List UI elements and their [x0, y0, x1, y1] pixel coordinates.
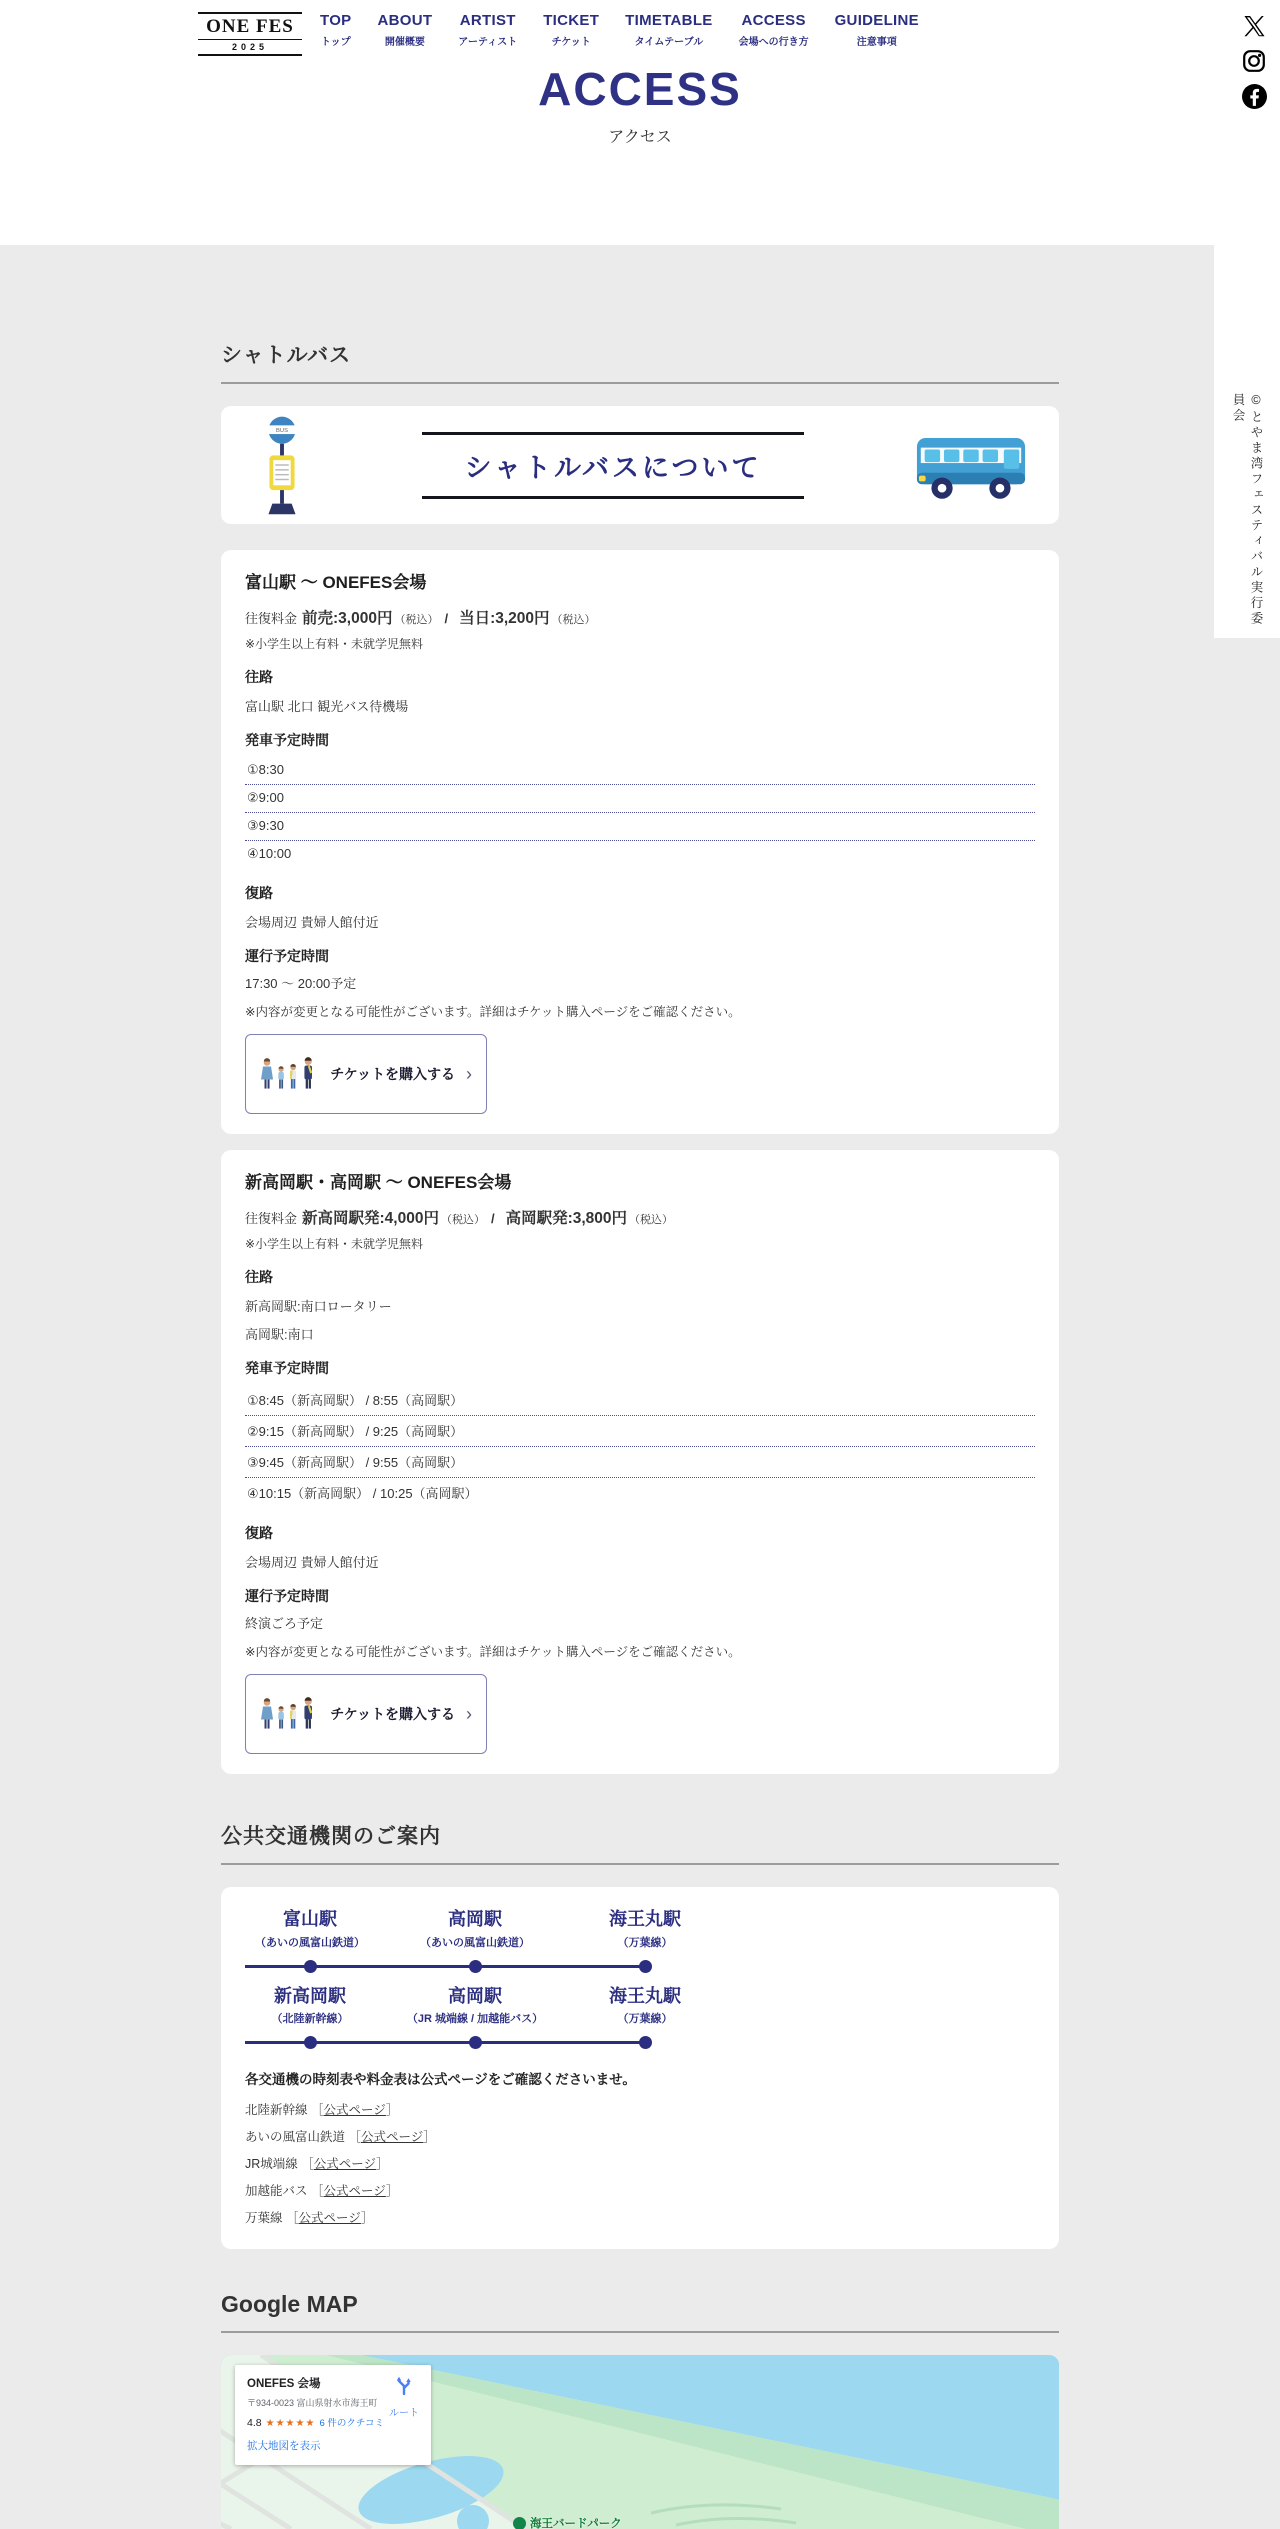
nav-label-en: GUIDELINE — [834, 12, 919, 29]
instagram-icon[interactable] — [1241, 48, 1267, 74]
map-section — [221, 2291, 1059, 2529]
nav-label-jp: アーティスト — [458, 37, 518, 48]
line-name: JR城端線 — [245, 2157, 298, 2172]
fare-tax: （税込） — [440, 1214, 485, 1226]
family-illustration — [260, 1045, 320, 1103]
bracket: ］ — [385, 2103, 399, 2118]
google-map[interactable] — [221, 2355, 1059, 2529]
nav-label-jp: タイムテーブル — [634, 37, 704, 48]
nav-item-ticket[interactable] — [543, 12, 599, 48]
departure-label: 発車予定時間 — [245, 732, 329, 748]
nav-label-en: ABOUT — [377, 12, 433, 29]
nav-label-jp: トップ — [320, 37, 351, 48]
station — [575, 1986, 715, 2027]
bracket: ［ — [286, 2211, 299, 2226]
shuttle-banner-title: シャトルバスについて — [422, 432, 803, 499]
line-name: あいの風富山鉄道 — [245, 2130, 346, 2145]
bracket: ］ — [423, 2130, 436, 2145]
top-bar — [198, 8, 919, 56]
outbound-label: 往路 — [245, 1269, 273, 1285]
bus-stop-illustration — [253, 414, 311, 516]
station-name: 海王丸駅 — [609, 1985, 681, 2006]
change-note: ※内容が変更となる可能性がございます。詳細はチケット購入ページをご確認ください。 — [245, 1005, 741, 1019]
transit-note: 各交通機の時刻表や料金表は公式ページをご確認くださいませ。 — [245, 2072, 636, 2088]
main-nav — [320, 12, 919, 48]
main-content — [221, 245, 1059, 2529]
station-name: 海王丸駅 — [609, 1909, 681, 1929]
time-row: ①8:45（新高岡駅） / 8:55（高岡駅） — [245, 1385, 1035, 1416]
line-name: 万葉線 — [245, 2211, 283, 2226]
page-subtitle: アクセス — [608, 129, 672, 146]
family-illustration — [260, 1685, 320, 1743]
schedule-value: 17:30 〜 20:00予定 — [245, 976, 357, 991]
station-line: （JR 城端線 / 加越能バス） — [406, 2013, 544, 2026]
departure-times — [245, 757, 1035, 868]
return-stop: 会場周辺 貴婦人館付近 — [245, 915, 379, 930]
shuttle-heading: シャトルバス — [221, 339, 1059, 384]
station — [245, 1909, 375, 1950]
shuttle-card-takaoka — [221, 1150, 1059, 1774]
map-info-card — [235, 2365, 431, 2465]
time-row: ①8:30 — [245, 757, 1035, 785]
outbound-stop: 新高岡駅:南口ロータリー — [245, 1299, 392, 1314]
directions-icon — [394, 2376, 414, 2396]
line-name: 北陸新幹線 — [245, 2103, 308, 2118]
age-note: ※小学生以上有料・未就学児無料 — [245, 637, 424, 651]
bracket: ［ — [311, 2184, 324, 2199]
nav-item-artist[interactable] — [458, 12, 517, 48]
station-line: （万葉線） — [617, 1936, 673, 1949]
time-row: ④10:00 — [247, 846, 292, 861]
map-place-address: 〒934-0023 富山県射水市海王町 — [247, 2398, 378, 2409]
station-dot — [469, 2036, 482, 2049]
side-strip — [1214, 245, 1280, 638]
station-dot — [304, 1960, 317, 1973]
svg-text:BUS: BUS — [276, 428, 288, 435]
star-icons: ★★★★★ — [265, 2418, 316, 2430]
nav-item-top[interactable] — [320, 12, 351, 48]
park-icon — [513, 2517, 526, 2529]
park-name: 海王バードパーク — [530, 2518, 622, 2529]
card-title: 富山駅 〜 ONEFES会場 — [245, 573, 427, 592]
chevron-right-icon: › — [466, 1703, 472, 1724]
bracket: ］ — [360, 2211, 374, 2226]
site-logo[interactable] — [198, 8, 302, 56]
map-reviews-link[interactable]: 6 件のクチコミ — [319, 2418, 384, 2430]
nav-label-jp: 会場への行き方 — [738, 37, 809, 48]
nav-item-access[interactable] — [739, 12, 809, 48]
bracket: ［ — [301, 2157, 314, 2172]
buy-ticket-button[interactable] — [245, 1034, 487, 1114]
official-page-link[interactable]: 公式ページ — [313, 2157, 377, 2172]
schedule-label: 運行予定時間 — [245, 1588, 329, 1604]
page-title: ACCESS — [538, 63, 742, 115]
return-label: 復路 — [245, 1525, 273, 1541]
transit-section — [221, 1820, 1059, 2249]
departure-label: 発車予定時間 — [245, 1360, 329, 1376]
bus-icon — [915, 428, 1027, 502]
nav-label-jp: 開催概要 — [384, 37, 425, 48]
return-label: 復路 — [245, 885, 273, 901]
fare-line — [245, 1206, 1035, 1228]
time-row: ③9:30 — [245, 813, 1035, 841]
fare-separator: / — [490, 1211, 495, 1226]
fare-line — [245, 606, 1035, 628]
station-line: （あいの風富山鉄道） — [420, 1936, 530, 1949]
official-link-row — [245, 2208, 1035, 2226]
map-rating-value: 4.8 — [247, 2417, 262, 2430]
official-page-link[interactable]: 公式ページ — [361, 2130, 424, 2145]
outbound-stop: 富山駅 北口 観光バス待機場 — [245, 699, 409, 714]
shuttle-card-toyama — [221, 550, 1059, 1134]
x-icon[interactable] — [1241, 13, 1267, 39]
nav-label-jp: チケット — [551, 37, 591, 48]
station-dot — [304, 2036, 317, 2049]
official-link-row — [245, 2127, 1035, 2145]
station-dot — [469, 1960, 482, 1973]
map-expand-link[interactable]: 拡大地図を表示 — [247, 2440, 321, 2453]
facebook-icon[interactable] — [1241, 83, 1267, 109]
time-row: ②9:00 — [245, 785, 1035, 813]
social-links — [1241, 13, 1267, 109]
fare-tax: （税込） — [551, 614, 596, 626]
bracket: ］ — [385, 2184, 399, 2199]
station-name: 高岡駅 — [448, 1985, 502, 2006]
logo-year: 2025 — [198, 42, 302, 56]
station-line: （北陸新幹線） — [271, 2013, 349, 2026]
station-name: 新高岡駅 — [274, 1985, 346, 2006]
age-note: ※小学生以上有料・未就学児無料 — [245, 1237, 424, 1251]
line-name: 加越能バス — [245, 2184, 308, 2199]
official-link-row — [245, 2181, 1035, 2199]
station-name: 富山駅 — [283, 1909, 337, 1929]
station-line: （万葉線） — [617, 2013, 673, 2026]
departure-times — [245, 1385, 1035, 1508]
map-park-label — [513, 2515, 622, 2529]
buy-ticket-button[interactable] — [245, 1674, 487, 1754]
map-place-title: ONEFES 会場 — [247, 2378, 321, 2391]
time-row: ③9:45（新高岡駅） / 9:55（高岡駅） — [245, 1447, 1035, 1478]
return-stop: 会場周辺 貴婦人館付近 — [245, 1555, 379, 1570]
transit-card — [221, 1887, 1059, 2249]
fare-tax: （税込） — [629, 1214, 674, 1226]
map-route-button[interactable] — [386, 2376, 422, 2419]
station-dot — [639, 2036, 652, 2049]
fare-advance: 前売:3,000円 — [302, 610, 393, 627]
change-note: ※内容が変更となる可能性がございます。詳細はチケット購入ページをご確認ください。 — [245, 1645, 741, 1659]
station-dot — [639, 1960, 652, 1973]
official-page-link[interactable]: 公式ページ — [323, 2184, 386, 2199]
fare-shintakaoka: 新高岡駅発:4,000円 — [302, 1210, 439, 1227]
fare-label: 往復料金 — [245, 1211, 298, 1226]
nav-label-en: ACCESS — [741, 12, 806, 29]
map-heading: Google MAP — [221, 2291, 1059, 2333]
transit-heading: 公共交通機関のご案内 — [221, 1820, 1059, 1865]
chevron-right-icon: › — [466, 1063, 472, 1084]
route-track — [245, 1960, 665, 1974]
transit-line-row — [245, 1909, 1035, 1974]
map-route-label: ルート — [389, 2408, 419, 2420]
card-title: 新高岡駅・高岡駅 〜 ONEFES会場 — [245, 1173, 512, 1192]
official-link-row — [245, 2154, 1035, 2172]
transit-line-row — [245, 1986, 1035, 2051]
nav-item-guideline[interactable] — [835, 12, 919, 48]
fare-tax: （税込） — [394, 614, 439, 626]
station — [575, 1909, 715, 1950]
fare-takaoka: 高岡駅発:3,800円 — [505, 1210, 628, 1227]
nav-label-jp: 注意事項 — [856, 37, 897, 48]
shuttle-banner — [221, 406, 1059, 524]
station — [375, 1986, 575, 2027]
station — [375, 1909, 575, 1950]
nav-item-timetable[interactable] — [625, 12, 712, 48]
schedule-value: 終演ごろ予定 — [245, 1616, 324, 1631]
bracket: ［ — [311, 2103, 324, 2118]
route-track — [245, 2036, 665, 2050]
organizer-credit: ©とやま湾フェスティバル実行委員会 — [1231, 393, 1263, 627]
nav-item-about[interactable] — [377, 12, 432, 48]
fare-label: 往復料金 — [245, 611, 298, 626]
outbound-label: 往路 — [245, 669, 273, 685]
station-line: （あいの風富山鉄道） — [255, 1936, 365, 1949]
bracket: ［ — [348, 2130, 362, 2145]
fare-separator: / — [444, 611, 449, 626]
time-row: ④10:15（新高岡駅） / 10:25（高岡駅） — [247, 1486, 478, 1501]
bracket: ］ — [376, 2157, 389, 2172]
nav-label-en: TOP — [320, 12, 352, 29]
official-link-row — [245, 2100, 1035, 2118]
header — [0, 0, 1280, 245]
fare-day: 当日:3,200円 — [459, 610, 550, 627]
shuttle-section — [221, 339, 1059, 1774]
buy-ticket-label: チケットを購入する — [330, 1066, 455, 1082]
nav-label-en: ARTIST — [459, 12, 516, 29]
buy-ticket-label: チケットを購入する — [330, 1706, 455, 1722]
station — [245, 1986, 375, 2027]
outbound-stop: 高岡駅:南口 — [245, 1327, 314, 1342]
station-name: 高岡駅 — [448, 1909, 502, 1929]
time-row: ②9:15（新高岡駅） / 9:25（高岡駅） — [245, 1416, 1035, 1447]
schedule-label: 運行予定時間 — [245, 948, 329, 964]
nav-label-en: TICKET — [543, 12, 600, 29]
official-page-link[interactable]: 公式ページ — [298, 2211, 361, 2226]
logo-title: ONE FES — [198, 12, 302, 40]
official-page-link[interactable]: 公式ページ — [323, 2103, 386, 2118]
nav-label-en: TIMETABLE — [625, 12, 713, 29]
